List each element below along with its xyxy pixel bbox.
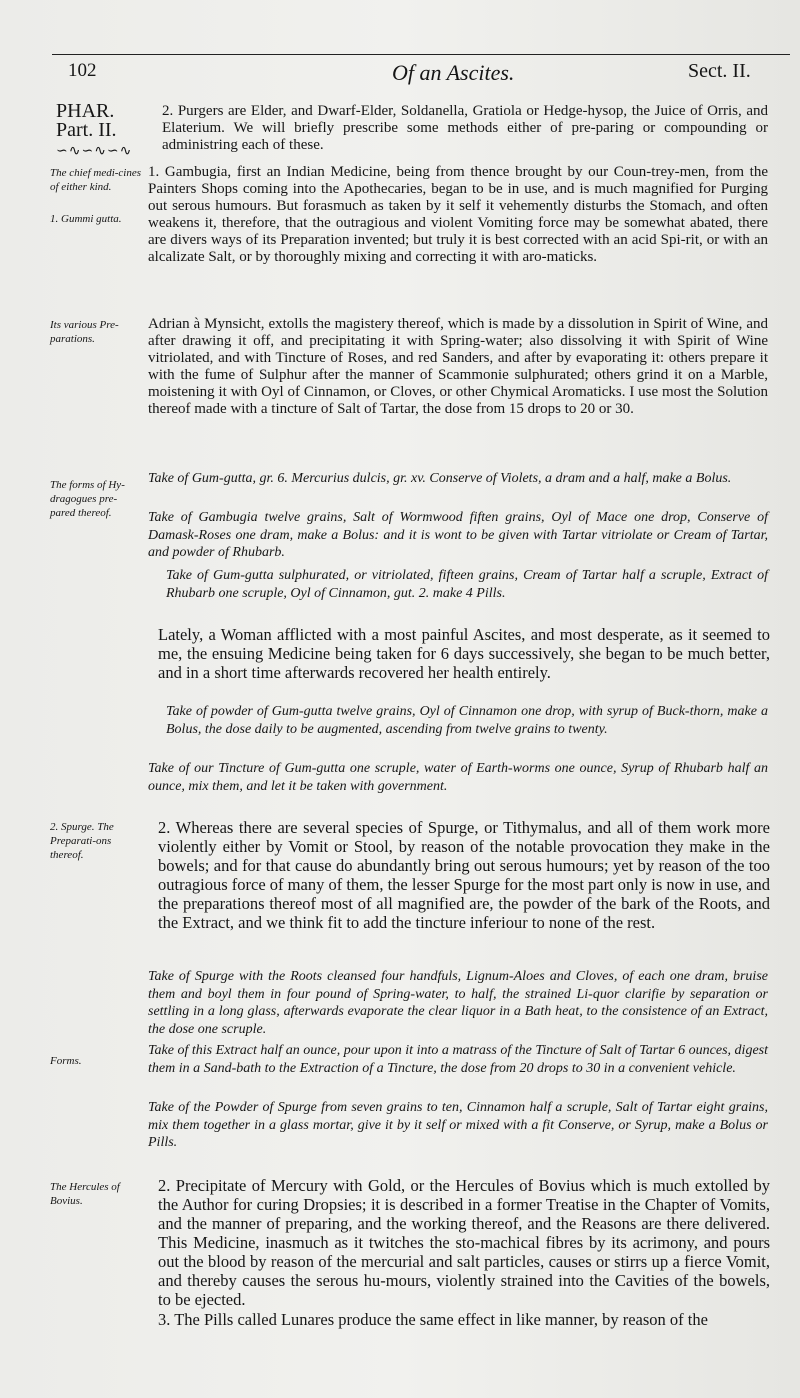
page-number: 102 <box>68 60 97 81</box>
paragraph-precipitate: 2. Precipitate of Mercury with Gold, or the Hercules of Bovius which is much extolled by the Author for curing Dropsies; it is described in a former Treatise in the Chapter of Vomits, and the manner of preparing, and the working thereof, and the Reasons are there delivered. This Medicine, inasmuch as it twitches the sto-machical fibres by its acrimony, and pours out the blood by reason of the mercurial and salt particles, causes or stirrs up a fierce Vomit, and thereby causes the serous hu-mours, violently strained into the Cavities of the bowels, to be ejected. <box>158 1176 770 1309</box>
margin-note-gummi: 1. Gummi gutta. <box>50 213 122 225</box>
recipe-gum-gutta-pills: Take of Gum-gutta sulphurated, or vitriolated, fifteen grains, Cream of Tartar half a scruple, Extract of Rhubarb one scruple, Oyl of Cinnamon, gut. 2. make 4 Pills. <box>166 568 768 601</box>
recipe-powder-bolus: Take of powder of Gum-gutta twelve grains, Oyl of Cinnamon one drop, with syrup of Buck-thorn, make a Bolus, the dose daily to be augmented, ascending from twelve grains to twenty. <box>166 704 768 737</box>
margin-note-forms: Forms. <box>50 1055 82 1067</box>
header-rule <box>52 54 790 55</box>
recipe-spurge-powder: Take of the Powder of Spurge from seven grains to ten, Cinnamon half a scruple, Salt of Tartar eight grains, mix them together in a glass mortar, give it by it self or mixed with a fit Conserve, or Syrup, make a Bolus or Pills. <box>148 1100 768 1150</box>
margin-note-chief: The chief medi-cines of either kind. <box>50 167 142 193</box>
recipe-spurge-extract: Take of Spurge with the Roots cleansed four handfuls, Lignum-Aloes and Cloves, of each one dram, bruise them and boyl them in four pound of Spring-water, to half, the strained Li-quor clarifie by separation or settling in a long glass, afterwards evaporate the clear liquor in a Bath heat, to the consistence of an Extract, the dose one scruple. <box>148 969 768 1037</box>
recipe-tincture: Take of our Tincture of Gum-gutta one scruple, water of Earth-worms one ounce, Syrup of Rhubarb half an ounce, mix them, and let it be taken with government. <box>148 761 768 794</box>
paragraph-gambugia: 1. Gambugia, first an Indian Medicine, being from thence brought by our Coun-trey-men, from the Painters Shops coming into the Apothecaries, began to be in use, and is much magnified for Purging out serous humours. But forasmuch as taken by it self it vehemently disturbs the Stomach, and often weakens it, therefore, that the outragious and violent Vomiting force may be somewhat abated, there are divers ways of its Preparation invented; but truly it is best corrected with an acid Spi-rit, or with an alcalizate Salt, or by thoroughly mixing and correcting it with aro-maticks. <box>148 164 768 265</box>
paragraph-lately: Lately, a Woman afflicted with a most painful Ascites, and most desperate, as it seemed to me, the ensuing Medicine being taken for 6 days successively, she began to be much better, and in a short time afterwards recovered her health entirely. <box>158 625 770 682</box>
section-label: Sect. II. <box>688 60 751 82</box>
phar-text: PHAR. Part. II. <box>56 100 117 141</box>
recipe-gambugia-bolus: Take of Gambugia twelve grains, Salt of Wormwood fiften grains, Oyl of Mace one drop, Conserve of Damask-Roses one dram, make a Bolus: and it is wont to be given with Tartar vitriolate or Cream of Tartar, and powder of Rhubarb. <box>148 510 768 560</box>
paragraph-adrian: Adrian à Mynsicht, extolls the magistery thereof, which is made by a dissolution in Spirit of Wine, and after drawing it off, and precipitating it with Spring-water; also dissolving it with Spirit of Wine vitriolated, and with Tincture of Roses, and red Sanders, and after by evaporating it: others prepare it with the fume of Sulphur after the manner of Scammonie sulphurated; others grind it on a Marble, moistening it with Oyl of Cinnamon, or Cloves, or other Chymical Aromaticks. I use most the Solution thereof made with a tincture of Salt of Tartar, the dose from 15 drops to 20 or 30. <box>148 316 768 417</box>
running-title: Of an Ascites. <box>392 60 515 85</box>
recipe-extract-tincture: Take of this Extract half an ounce, pour upon it into a matrass of the Tincture of Salt of Tartar 6 ounces, digest them in a Sand-bath to the Extraction of a Tincture, the dose from 20 drops to 30 in a convenient vehicle. <box>148 1043 768 1076</box>
margin-note-various: Its various Pre-parations. <box>50 319 119 345</box>
ornament-flourish: ∽∿∽∿∽∿ <box>56 144 133 159</box>
paragraph-purgers: 2. Purgers are Elder, and Dwarf-Elder, Soldanella, Gratiola or Hedge-hysop, the Juice of Orris, and Elaterium. We will briefly prescribe some methods either of pre-paring or compounding or administring each of these. <box>162 103 768 153</box>
phar-label <box>56 102 117 140</box>
recipe-gum-gutta-bolus: Take of Gum-gutta, gr. 6. Mercurius dulcis, gr. xv. Conserve of Violets, a dram and a half, make a Bolus. <box>148 471 732 486</box>
margin-note-spurge: 2. Spurge. The Preparati-ons thereof. <box>50 821 114 861</box>
margin-note-hercules: The Hercules of Bovius. <box>50 1181 120 1207</box>
paragraph-spurge: 2. Whereas there are several species of Spurge, or Tithymalus, and all of them work more violently either by Vomit or Stool, by reason of the notable provocation they make in the bowels; and for that cause do abundantly bring out serous humours; yet by reason of the too outragious force of many of them, the lesser Spurge for the most part only is now in use, and the preparations thereof most of all magnified are, the powder of the bark of the Roots, and the Extract, and we think fit to add the tincture inferiour to none of the rest. <box>158 818 770 932</box>
paragraph-lunares: 3. The Pills called Lunares produce the same effect in like manner, by reason of the <box>158 1310 708 1329</box>
margin-note-forms-hydragogues: The forms of Hy-dragogues pre-pared thereof. <box>50 479 125 519</box>
